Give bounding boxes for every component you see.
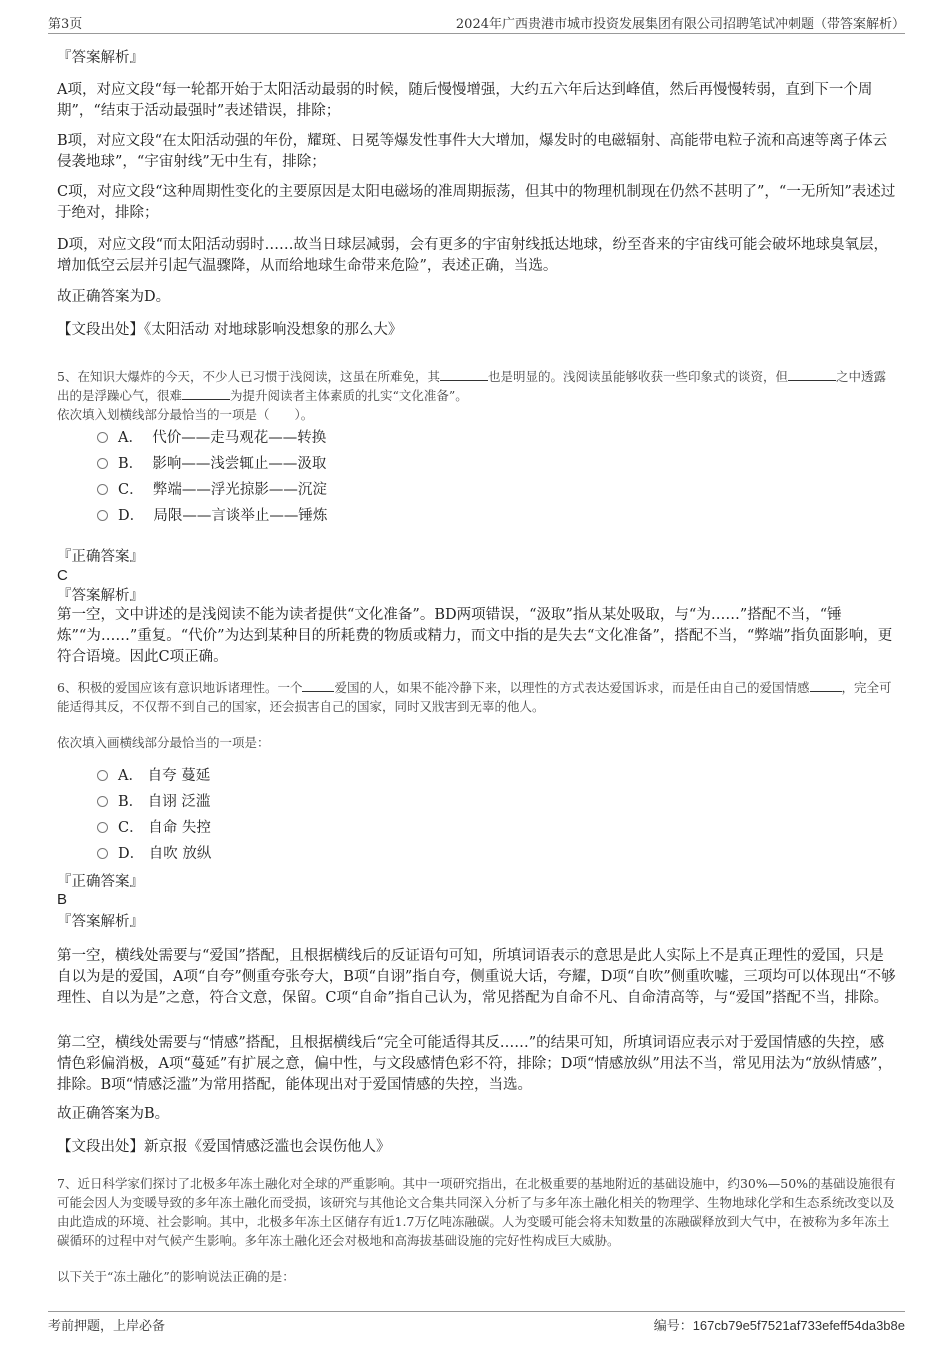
option-text: 弊端——浮光掠影——沉淀 [152,482,327,498]
page-footer [48,1311,905,1337]
answer-analysis-label: 『答案解析』 [57,588,144,604]
option-key: B． [118,456,144,472]
option-text: 自诩 泛滥 [147,794,211,810]
correct-answer-label: 『正确答案』 [57,874,144,890]
fill-blank [788,368,836,381]
document-id: 编号：167cb79e5f7521af733efeff54da3b8e [653,1318,905,1333]
footer-slogan: 考前押题，上岸必备 [48,1319,166,1334]
option-text: 自夸 蔓延 [147,768,211,784]
option-text: 局限——言谈举止——锤炼 [153,508,328,524]
page-header [48,13,905,34]
option-key: A． [118,430,143,446]
question-stem [57,367,897,405]
stem-text: 为提升阅读者主体素质的扎实“文化准备”。 [230,388,468,403]
radio-icon[interactable] [97,458,108,469]
stem-text: ，完全可能适得其反，不仅帮不到自己的国家，还会损害自己的国家，同时又戕害到无辜的他人。 [57,680,892,714]
option-key: B． [118,794,144,810]
fill-blank [302,679,334,692]
analysis-paragraph: 第二空，横线处需要与“情感”搭配，且根据横线后“完全可能适得其反……”的结果可知，所填词语应表示对于爱国情感的失控，感情色彩偏消极，A项“蔓延”有扩展之意，偏中性，与文段感情色彩不符，排除；D项“情感放纵”用法不当，常见用法为“放纵情感”，排除。B项“情感泛滥”为常用搭配，能体现出对于爱国情感的失控，当选。 [57,1035,893,1093]
source-title: 《太阳活动 对地球影响没想象的那么大》 [144,322,403,338]
page-number: 第3页 [48,17,83,32]
fill-blank [440,368,488,381]
stem-text: 爱国的人，如果不能冷静下来，以理性的方式表达爱国诉求，而是任由自己的爱国情 [334,680,797,695]
correct-answer: C [57,567,68,584]
radio-icon[interactable] [97,822,108,833]
source-line [57,320,897,341]
option-key: D． [118,508,145,524]
correct-answer-label: 『正确答案』 [57,549,144,565]
option-b[interactable] [97,454,326,474]
analysis-paragraph: C项，对应文段“这种周期性变化的主要原因是太阳电磁场的准周期振荡，但其中的物理机制现在仍然不甚明了”，“一无所知”表述过于绝对，排除； [57,184,896,221]
radio-icon[interactable] [97,848,108,859]
option-key: A． [118,768,143,784]
stem-text: 感 [796,680,810,695]
option-c[interactable] [97,818,211,838]
radio-icon[interactable] [97,432,108,443]
option-text: 自命 失控 [148,820,211,836]
correct-answer: B [57,891,68,908]
stem-text: 5、在知识大爆炸的今天，不少人已习惯于浅阅读，这虽在所难免，其 [57,369,440,384]
question-prompt: 依次填入划横线部分最恰当的一项是（ ）。 [57,407,314,422]
option-text: 代价——走马观花——转换 [152,430,327,446]
option-c[interactable] [97,480,327,500]
question-prompt: 依次填入画横线部分最恰当的一项是： [57,735,270,750]
conclusion: 故正确答案为D。 [57,289,171,305]
question-stem: 7、近日科学家们探讨了北极多年冻土融化对全球的严重影响。其中一项研究指出，在北极重要的基地附近的基础设施中，约30%—50%的基础设施很有可能会因人为变暖导致的多年冻土融化而受损，该研究与其他论文合集共同深入分析了与多年冻土融化相关的物理学、生物地球化学和生态系统改变以及由此造成的环境、社会影响。其中，北极多年冻土区储存有近1.7万亿吨冻融碳。人为变暖可能会将未知数量的冻融碳释放到大气中，在被称为多年冻土碳循环的过程中对气候产生影响。多年冻土融化还会对极地和高海拔基础设施的完好性构成巨大威胁。 [57,1176,896,1248]
analysis-paragraph: 第一空，文中讲述的是浅阅读不能为读者提供“文化准备”。BD两项错误，“汲取”指从某处吸取，与“为……”搭配不当，“锤炼”“为……”重复。“代价”为达到某种目的所耗费的物质或精力，而文中指的是失去“文化准备”，搭配不当，“弊端”指负面影响，更符合语境。因此C项正确。 [57,607,893,665]
radio-icon[interactable] [97,484,108,495]
radio-icon[interactable] [97,510,108,521]
source-title: 新京报《爱国情感泛滥也会误伤他人》 [144,1139,391,1155]
answer-analysis-label: 『答案解析』 [57,50,144,66]
option-key: D． [118,846,145,862]
source-label: 【文段出处】 [57,322,144,338]
document-title: 2024年广西贵港市城市投资发展集团有限公司招聘笔试冲刺题（带答案解析） [455,17,905,32]
analysis-paragraph: A项，对应文段“每一轮都开始于太阳活动最弱的时候，随后慢慢增强，大约五六年后达到峰值，然后再慢慢转弱，直到下一个周期”，“结束于活动最强时”表述错误，排除； [57,82,873,119]
question-stem [57,678,897,716]
option-d[interactable] [97,506,327,526]
option-a[interactable] [97,428,326,448]
answer-analysis-label: 『答案解析』 [57,914,144,930]
fill-blank [182,387,230,400]
stem-text: 之中透露出的是浮躁心气，很难 [57,369,886,403]
option-d[interactable] [97,844,211,864]
source-label: 【文段出处】 [57,1139,144,1155]
option-key: C． [118,820,144,836]
radio-icon[interactable] [97,770,108,781]
fill-blank [810,679,842,692]
option-a[interactable] [97,766,210,786]
option-key: C． [118,482,144,498]
source-line [57,1137,897,1158]
radio-icon[interactable] [97,796,108,807]
question-prompt: 以下关于“冻土融化”的影响说法正确的是： [57,1269,295,1284]
stem-text: 6、积极的爱国应该有意识地诉诸理性。一个 [57,680,303,695]
option-text: 影响——浅尝辄止——汲取 [152,456,327,472]
analysis-paragraph: 第一空，横线处需要与“爱国”搭配，且根据横线后的反证语句可知，所填词语表示的意思是此人实际上不是真正理性的爱国，只是自以为是的爱国，A项“自夸”侧重夸张夸大，B项“自诩”指自夸，侧重说大话，夸耀，D项“自吹”侧重吹嘘，三项均可以体现出“不够理性、自以为是”之意，符合文意，保留。C项“自命”指自己认为，常见搭配为自命不凡、自命清高等，与“爱国”搭配不当，排除。 [57,948,896,1006]
option-text: 自吹 放纵 [148,846,212,862]
analysis-paragraph: D项，对应文段“而太阳活动弱时……故当日球层减弱，会有更多的宇宙射线抵达地球，纷至沓来的宇宙线可能会破坏地球臭氧层，增加低空云层并引起气温骤降，从而给地球生命带来危险”，表述正确，当选。 [57,237,889,274]
option-b[interactable] [97,792,210,812]
stem-text: 也是明显的。浅阅读虽能够收获一些印象式的谈资，但 [487,369,788,384]
conclusion: 故正确答案为B。 [57,1106,170,1122]
analysis-paragraph: B项，对应文段“在太阳活动强的年份，耀斑、日冕等爆发性事件大大增加，爆发时的电磁辐射、高能带电粒子流和高速等离子体云侵袭地球”，“宇宙射线”无中生有，排除； [57,133,888,170]
